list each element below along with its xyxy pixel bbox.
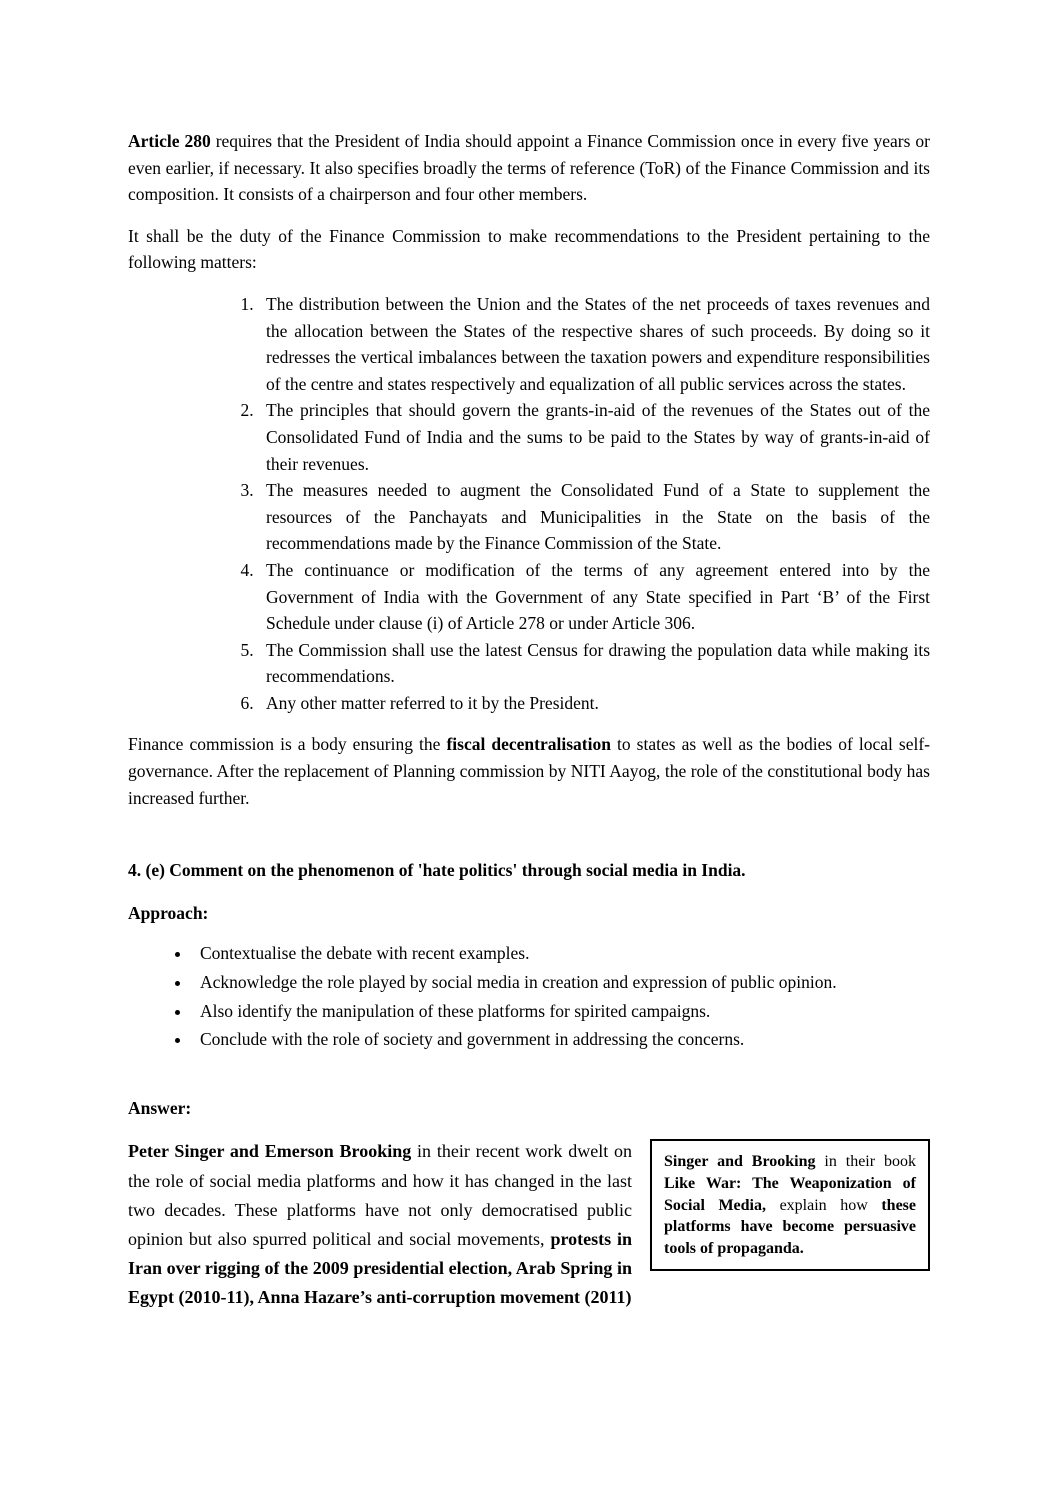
answer-paragraph: Peter Singer and Emerson Brooking in their recent work dwelt on the role of social media platforms and how it has changed in the last two decades. These platforms have not only democratised public opinion but also spurred political and social movements, protests in Iran over rigging of the 2009 presidential election, Arab Spring in Egypt (2010-11), Anna Hazare’s anti-corruption movement (2011)	[128, 1141, 632, 1308]
highlight-box	[650, 1139, 930, 1271]
list-item: • Conclude with the role of society and government in addressing the concerns.	[192, 1026, 930, 1053]
answer-section	[128, 1137, 930, 1312]
paragraph-article-280: Article 280 requires that the President of India should appoint a Finance Commission once in every five years or even earlier, if necessary. It also specifies broadly the terms of reference (ToR) of the Finance Commission and its composition. It consists of a chairperson and four other members.	[128, 131, 930, 205]
paragraph-duty: It shall be the duty of the Finance Commission to make recommendations to the President pertaining to the following matters:	[128, 225, 930, 273]
list-item: • Acknowledge the role played by social media in creation and expression of public opinion.	[192, 969, 930, 996]
answer-label: Answer:	[128, 1097, 192, 1118]
approach-list	[128, 940, 930, 1052]
list-item: 5. The Commission shall use the latest Census for drawing the population data while making its recommendations.	[258, 637, 930, 690]
recommendations-list	[128, 291, 930, 717]
list-item: • Also identify the manipulation of these platforms for spirited campaigns.	[192, 998, 930, 1025]
list-item: 4. The continuance or modification of the terms of any agreement entered into by the Government of India with the Government of any State specified in Part ‘B’ of the First Schedule under clause (i) of Article 278 or under Article 306.	[258, 557, 930, 637]
list-item: • Contextualise the debate with recent examples.	[192, 940, 930, 967]
approach-label: Approach:	[128, 902, 209, 923]
highlight-box-text: Singer and Brooking in their book Like War: The Weaponization of Social Media, explain how these platforms have become persuasive tools of propaganda.	[664, 1153, 916, 1257]
question-heading: 4. (e) Comment on the phenomenon of 'hate politics' through social media in India.	[128, 860, 746, 881]
paragraph-fiscal-decentralisation: Finance commission is a body ensuring the fiscal decentralisation to states as well as the bodies of local self-governance. After the replacement of Planning commission by NITI Aayog, the role of the constitutional body has increased further.	[128, 734, 931, 808]
list-item: 6. Any other matter referred to it by the President.	[258, 690, 930, 717]
list-item: 1. The distribution between the Union and the States of the net proceeds of taxes revenues and the allocation between the States of the respective shares of such proceeds. By doing so it redresses the vertical imbalances between the taxation powers and expenditure responsibilities of the centre and states respectively and equalization of all public services across the states.	[258, 291, 930, 397]
list-item: 3. The measures needed to augment the Consolidated Fund of a State to supplement the resources of the Panchayats and Municipalities in the State on the basis of the recommendations made by the Finance Commission of the State.	[258, 477, 930, 557]
list-item: 2. The principles that should govern the grants-in-aid of the revenues of the States out of the Consolidated Fund of India and the sums to be paid to the States by way of grants-in-aid of their revenues.	[258, 397, 930, 477]
